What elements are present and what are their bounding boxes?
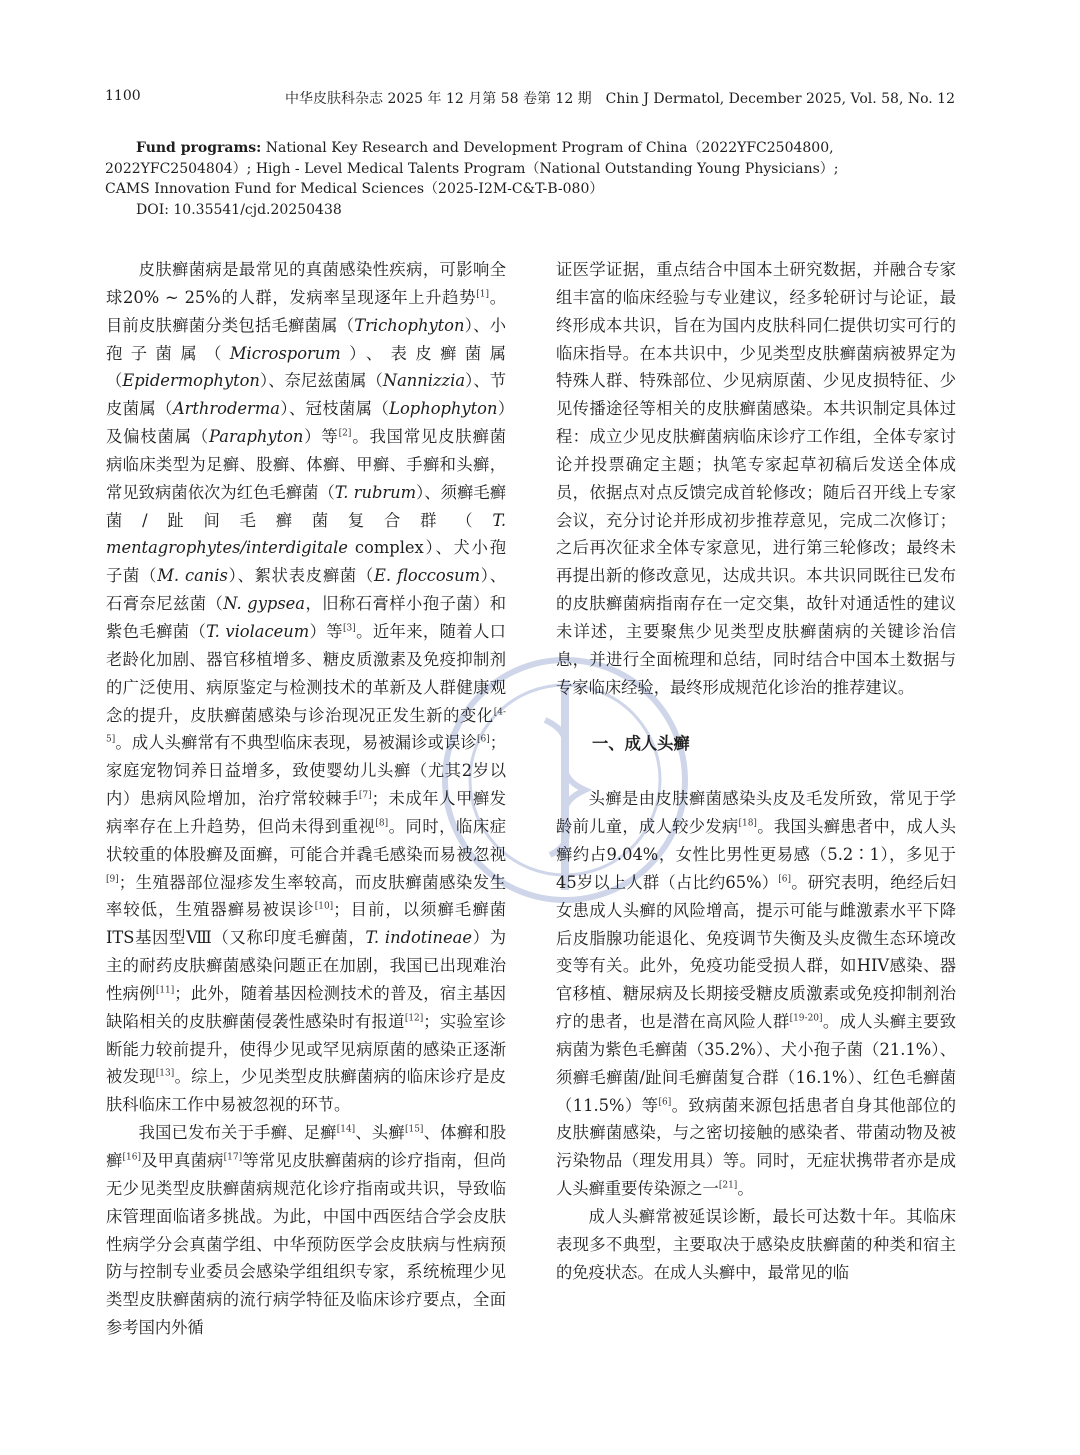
journal-citation: 中华皮肤科杂志 2025 年 12 月第 58 卷第 12 期 Chin J Dermatol, December 2025, Vol. 58, No. 12: [285, 91, 955, 107]
right-column: [556, 256, 956, 1287]
fund-line-2: 2022YFC2504804）; High - Level Medical Talents Program（National Outstanding Young Physicians）;: [105, 160, 839, 177]
paragraph-intro: 皮肤癣菌病是最常见的真菌感染性疾病，可影响全球20% ~ 25%的人群，发病率呈现逐年上升趋势[1]。目前皮肤癣菌分类包括毛癣菌属（Trichophyton）、小孢子菌属（Microsporum）、表皮癣菌属（Epidermophyton）、奈尼兹菌属（Nannizzia）、节皮菌属（Arthroderma）、冠枝菌属（Lophophyton）及偏枝菌属（Paraphyton）等[2]。我国常见皮肤癣菌病临床类型为足癣、股癣、体癣、甲癣、手癣和头癣，常见致病菌依次为红色毛癣菌（T. rubrum）、须癣毛癣菌/趾间毛癣菌复合群（T. mentagrophytes/interdigitale complex）、犬小孢子菌（M. canis）、絮状表皮癣菌（E. floccosum）、石膏奈尼兹菌（N. gypsea，旧称石膏样小孢子菌）和紫色毛癣菌（T. violaceum）等[3]。近年来，随着人口老龄化加剧、器官移植增多、糖皮质激素及免疫抑制剂的广泛使用、病原鉴定与检测技术的革新及人群健康观念的提升，皮肤癣菌感染与诊治现况正发生新的变化[4-5]。成人头癣常有不典型临床表现，易被漏诊或误诊[6]；家庭宠物饲养日益增多，致使婴幼儿头癣（尤其2岁以内）患病风险增加，治疗常较棘手[7]；未成年人甲癣发病率存在上升趋势，但尚未得到重视[8]。同时，临床症状较重的体股癣及面癣，可能合并毳毛感染而易被忽视[9]；生殖器部位湿疹发生率较高，而皮肤癣菌感染发生率较低，生殖器癣易被误诊[10]；目前，以须癣毛癣菌ITS基因型Ⅷ（又称印度毛癣菌，T. indotineae）为主的耐药皮肤癣菌感染问题正在加剧，我国已出现难治性病例[11]；此外，随着基因检测技术的普及，宿主基因缺陷相关的皮肤癣菌侵袭性感染时有报道[12]；实验室诊断能力较前提升，使得少见或罕见病原菌的感染正逐渐被发现[13]。综上，少见类型皮肤癣菌病的临床诊疗是皮肤科临床工作中易被忽视的环节。: [106, 260, 506, 1115]
page-number: 1100: [105, 88, 141, 104]
left-column: [106, 256, 506, 1342]
paragraph-adult-tinea-capitis: 头癣是由皮肤癣菌感染头皮及毛发所致，常见于学龄前儿童，成人较少发病[18]。我国头癣患者中，成人头癣约占9.04%，女性比男性更易感（5.2∶1），多见于45岁以上人群（占比约65%）[6]。研究表明，绝经后妇女患成人头癣的风险增高，提示可能与雌激素水平下降后皮脂腺功能退化、免疫调节失衡及头皮微生态环境改变等有关。此外，免疫功能受损人群，如HIV感染、器官移植、糖尿病及长期接受糖皮质激素或免疫抑制剂治疗的患者，也是潜在高风险人群[19-20]。成人头癣主要致病菌为紫色毛癣菌（35.2%）、犬小孢子菌（21.1%）、须癣毛癣菌/趾间毛癣菌复合群（16.1%）、红色毛癣菌（11.5%）等[6]。致病菌来源包括患者自身其他部位的皮肤癣菌感染，与之密切接触的感染者、带菌动物及被污染物品（理发用具）等。同时，无症状携带者亦是成人头癣重要传染源之一[21]。: [556, 789, 956, 1199]
paragraph-guidelines-cont: 证医学证据，重点结合中国本土研究数据，并融合专家组丰富的临床经验与专业建议，经多轮研讨与论证，最终形成本共识，旨在为国内皮肤科同仁提供切实可行的临床指导。在本共识中，少见类型皮肤癣菌病被界定为特殊人群、特殊部位、少见病原菌、少见皮损特征、少见传播途径等相关的皮肤癣菌感染。本共识制定具体过程：成立少见皮肤癣菌病临床诊疗工作组，全体专家讨论并投票确定主题；执笔专家起草初稿后发送全体成员，依据点对点反馈完成首轮修改；随后召开线上专家会议，充分讨论并形成初步推荐意见，完成二次修订；之后再次征求全体专家意见，进行第三轮修改；最终未再提出新的修改意见，达成共识。本共识同既往已发布的皮肤癣菌病指南存在一定交集，故针对通适性的建议未详述，主要聚焦少见类型皮肤癣菌病的关键诊治信息，并进行全面梳理和总结，同时结合中国本土数据与专家临床经验，最终形成规范化诊治的推荐建议。: [556, 260, 956, 697]
paragraph-diagnosis: 成人头癣常被延误诊断，最长可达数十年。其临床表现多不典型，主要取决于感染皮肤癣菌的种类和宿主的免疫状态。在成人头癣中，最常见的临: [556, 1207, 956, 1282]
fund-label: Fund programs:: [136, 140, 262, 156]
fund-line-3: CAMS Innovation Fund for Medical Sciences（2025-I2M-C&T-B-080）: [105, 181, 604, 197]
fund-programs: [105, 138, 965, 220]
running-header: [105, 88, 955, 108]
doi: DOI: 10.35541/cjd.20250438: [136, 201, 342, 218]
fund-line-1: National Key Research and Development Program of China（2022YFC2504800,: [261, 140, 834, 156]
section-heading: 一、成人头癣: [592, 733, 690, 753]
paragraph-guidelines: 我国已发布关于手癣、足癣[14]、头癣[15]、体癣和股癣[16]及甲真菌病[17]等常见皮肤癣菌病的诊疗指南，但尚无少见类型皮肤癣菌病规范化诊疗指南或共识，导致临床管理面临诸多挑战。为此，中国中西医结合学会皮肤性病学分会真菌学组、中华预防医学会皮肤病与性病预防与控制专业委员会感染学组组织专家，系统梳理少见类型皮肤癣菌病的流行病学特征及临床诊疗要点，全面参考国内外循: [106, 1123, 506, 1338]
